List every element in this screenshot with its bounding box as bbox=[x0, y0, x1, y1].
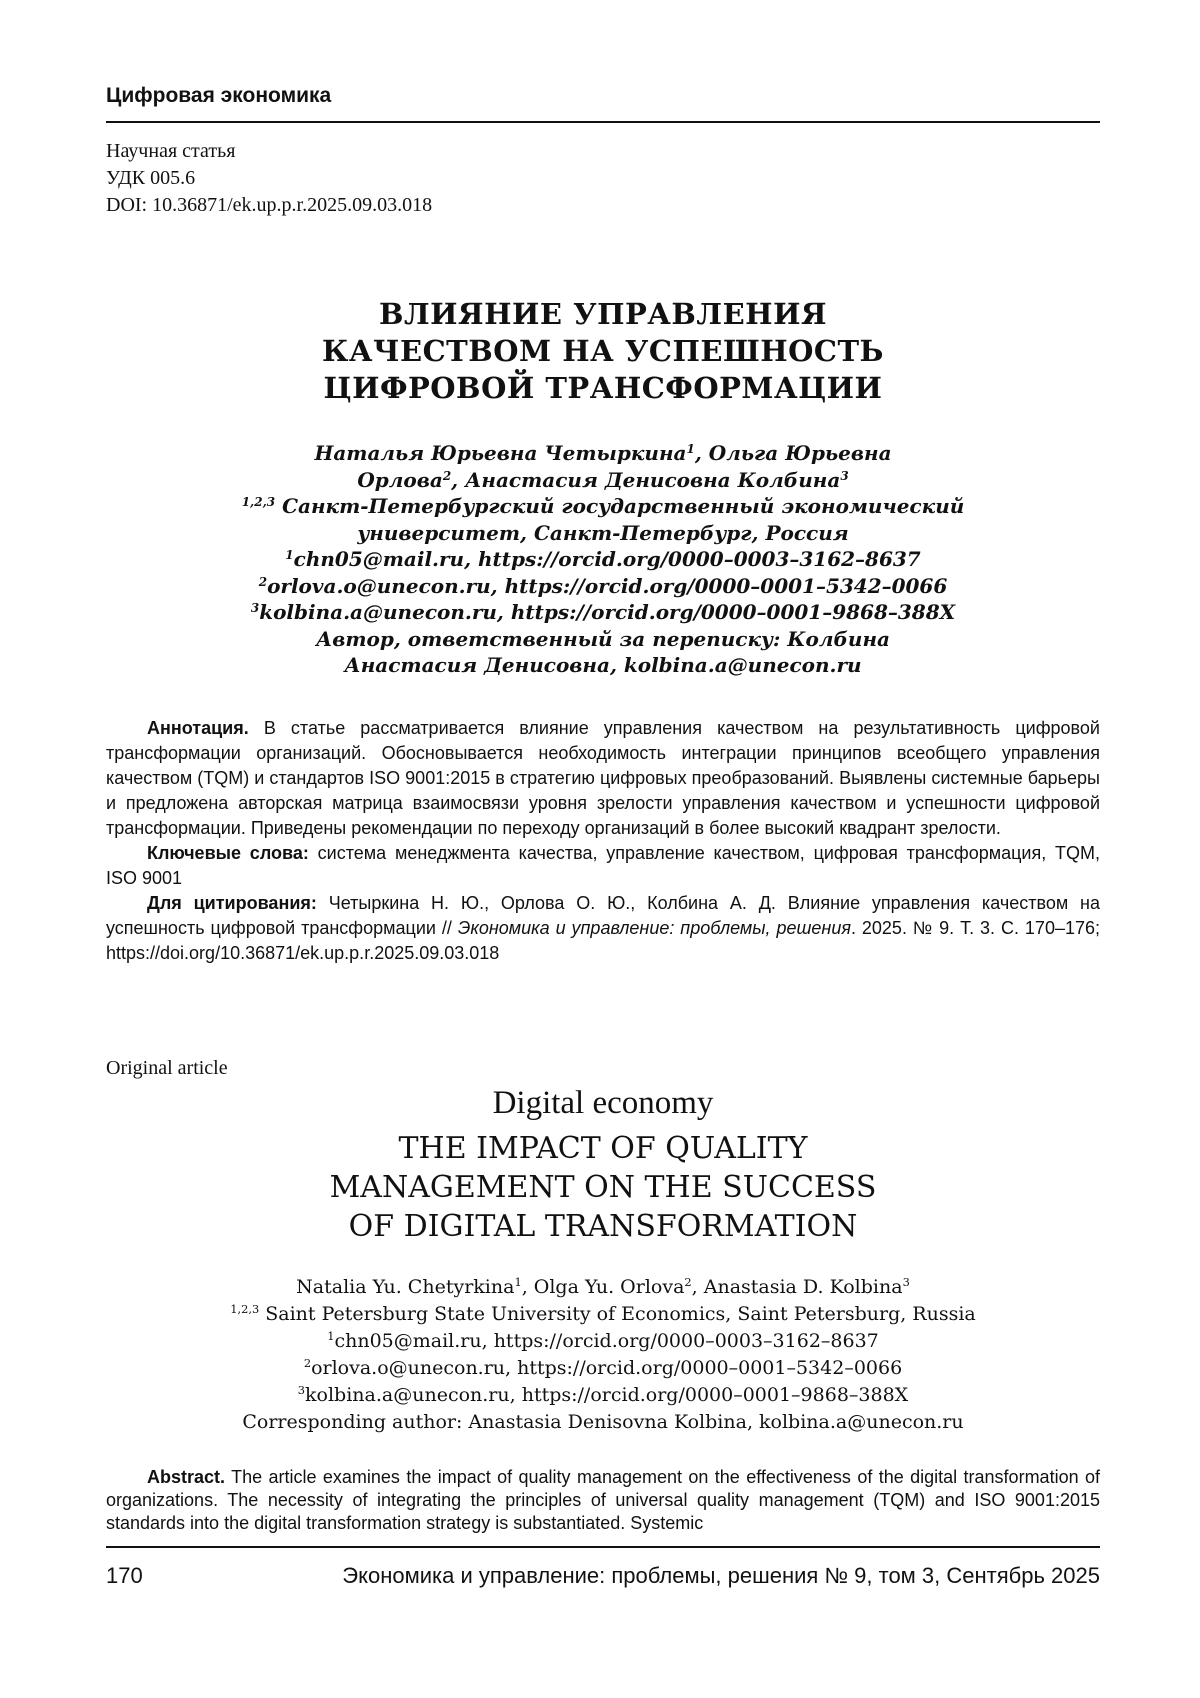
en-authors-line bbox=[106, 1274, 1100, 1301]
ru-abstract bbox=[106, 716, 1100, 966]
author-name: , Анастасия Денисовна Колбина bbox=[451, 467, 841, 492]
contact-line bbox=[106, 1328, 1100, 1355]
ru-title-line: ВЛИЯНИЕ УПРАВЛЕНИЯ bbox=[378, 297, 828, 331]
contact-line bbox=[106, 1355, 1100, 1382]
abstract-label: Аннотация. bbox=[147, 718, 249, 738]
en-title-line: OF DIGITAL TRANSFORMATION bbox=[348, 1209, 858, 1244]
author-sup: 3 bbox=[840, 468, 849, 483]
en-abstract bbox=[106, 1466, 1100, 1535]
author-sup: 1 bbox=[686, 441, 695, 456]
en-title-line: MANAGEMENT ON THE SUCCESS bbox=[329, 1170, 877, 1205]
affiliation-sup: 1,2,3 bbox=[230, 1302, 260, 1317]
citation-paragraph bbox=[106, 891, 1100, 966]
affiliation-line: университет, Санкт-Петербург, Россия bbox=[357, 520, 849, 545]
contact-line bbox=[106, 1382, 1100, 1409]
author-name: , Anastasia D. Kolbina bbox=[691, 1276, 903, 1298]
keywords-paragraph bbox=[106, 841, 1100, 891]
contact-sup: 3 bbox=[297, 1383, 306, 1398]
contact-sup: 1 bbox=[327, 1329, 335, 1344]
original-article-label: Original article bbox=[106, 1057, 228, 1079]
ru-authors-line bbox=[106, 440, 1100, 467]
author-sup: 2 bbox=[684, 1275, 692, 1290]
abstract-paragraph bbox=[106, 1466, 1100, 1535]
keywords-text: система менеджмента качества, управление качеством, цифровая трансформация, TQM, ISO 9001 bbox=[106, 843, 1100, 888]
contact-line bbox=[106, 599, 1100, 626]
article-meta bbox=[106, 138, 432, 219]
author-name: Natalia Yu. Chetyrkina bbox=[296, 1276, 515, 1298]
keywords-label: Ключевые слова: bbox=[147, 843, 309, 863]
ru-title bbox=[106, 296, 1100, 407]
corresponding-author: Автор, ответственный за переписку: Колбина bbox=[315, 626, 891, 651]
author-sup: 2 bbox=[442, 468, 452, 483]
contact-text[interactable]: chn05@mail.ru, https://orcid.org/0000–0003–3162–8637 bbox=[293, 547, 921, 571]
citation-journal: Экономика и управление: проблемы, решения bbox=[457, 918, 851, 938]
abstract-paragraph bbox=[106, 716, 1100, 841]
contact-text[interactable]: kolbina.a@unecon.ru, https://orcid.org/0000–0001–9868–388X bbox=[259, 600, 956, 624]
author-sup: 3 bbox=[902, 1275, 910, 1290]
corresponding-author: Анастасия Денисовна, kolbina.a@unecon.ru bbox=[344, 653, 862, 677]
journal-info: Экономика и управление: проблемы, решения № 9, том 3, Сентябрь 2025 bbox=[342, 1563, 1100, 1588]
citation-text[interactable]: . 2025. № 9. Т. 3. С. 170–176; https://doi.org/10.36871/ek.up.p.r.2025.09.03.018 bbox=[106, 918, 1101, 963]
author-name: Наталья Юрьевна Четыркина bbox=[314, 441, 687, 465]
contact-text[interactable]: orlova.o@unecon.ru, https://orcid.org/0000–0001–5342–0066 bbox=[311, 1357, 903, 1379]
author-sup: 1 bbox=[514, 1275, 522, 1290]
affiliation-text: Saint Petersburg State University of Economics, Saint Petersburg, Russia bbox=[259, 1303, 976, 1325]
section-heading: Цифровая экономика bbox=[106, 84, 332, 107]
header-rule bbox=[106, 121, 1100, 123]
abstract-label: Abstract. bbox=[147, 1467, 226, 1487]
corresponding-author: Corresponding author: Anastasia Denisovna Kolbina, kolbina.a@unecon.ru bbox=[242, 1411, 964, 1433]
en-title-line: THE IMPACT OF QUALITY bbox=[398, 1131, 808, 1166]
contact-text[interactable]: kolbina.a@unecon.ru, https://orcid.org/0000–0001–9868–388X bbox=[305, 1384, 909, 1406]
affiliation-sup: 1,2,3 bbox=[241, 494, 276, 509]
doi: DOI: 10.36871/ek.up.p.r.2025.09.03.018 bbox=[106, 194, 433, 216]
citation-label: Для цитирования: bbox=[147, 893, 317, 913]
contact-sup: 2 bbox=[303, 1356, 312, 1371]
en-authors-block bbox=[106, 1274, 1100, 1436]
contact-sup: 3 bbox=[250, 600, 260, 615]
author-name: , Olga Yu. Orlova bbox=[521, 1276, 685, 1298]
ru-authors-line bbox=[106, 467, 1100, 494]
ru-title-line: ЦИФРОВОЙ ТРАНСФОРМАЦИИ bbox=[323, 371, 883, 405]
citation-text: Четыркина Н. Ю., Орлова О. Ю., Колбина А. Д. Влияние управления качеством на успешность цифровой трансформации // bbox=[106, 893, 1100, 938]
ru-title-line: КАЧЕСТВОМ НА УСПЕШНОСТЬ bbox=[322, 334, 884, 368]
udk-code: УДК 005.6 bbox=[106, 167, 196, 189]
contact-line bbox=[106, 573, 1100, 600]
ru-authors-block bbox=[106, 440, 1100, 679]
abstract-text: The article examines the impact of quality management on the effectiveness of the digital transformation of organizations. The necessity of integrating the principles of universal quality management (TQM) and ISO 9001:2015 standards into the digital transformation strategy is substantiated. Systemic bbox=[106, 1467, 1100, 1533]
contact-text[interactable]: chn05@mail.ru, https://orcid.org/0000–0003–3162–8637 bbox=[334, 1330, 879, 1352]
author-name: , Ольга Юрьевна bbox=[694, 441, 892, 465]
article-type: Научная статья bbox=[106, 140, 236, 162]
page-number: 170 bbox=[106, 1563, 143, 1588]
affiliation-text: Санкт-Петербургский государственный экономический bbox=[275, 494, 965, 518]
contact-sup: 2 bbox=[258, 574, 268, 589]
contact-sup: 1 bbox=[285, 547, 294, 562]
abstract-text: В статье рассматривается влияние управления качеством на результативность цифровой трансформации организаций. Обосновывается необходимость интеграции принципов всеобщего управления качеством (TQM) и стандартов ISO 9001:2015 в стратегию цифровых преобразований. Выявлены системные барьеры и предложена авторская матрица взаимосвязи уровня зрелости управления качеством и успешности цифровой трансформации. Приведены рекомендации по переходу организаций в более высокий квадрант зрелости. bbox=[106, 718, 1100, 838]
en-section-heading: Digital economy bbox=[492, 1085, 714, 1121]
footer-rule bbox=[106, 1546, 1100, 1548]
affiliation-line bbox=[106, 493, 1100, 520]
affiliation-line bbox=[106, 1301, 1100, 1328]
en-title bbox=[106, 1129, 1100, 1246]
contact-text[interactable]: orlova.o@unecon.ru, https://orcid.org/0000–0001–5342–0066 bbox=[267, 573, 948, 598]
contact-line bbox=[106, 546, 1100, 573]
author-name: Орлова bbox=[357, 467, 443, 492]
